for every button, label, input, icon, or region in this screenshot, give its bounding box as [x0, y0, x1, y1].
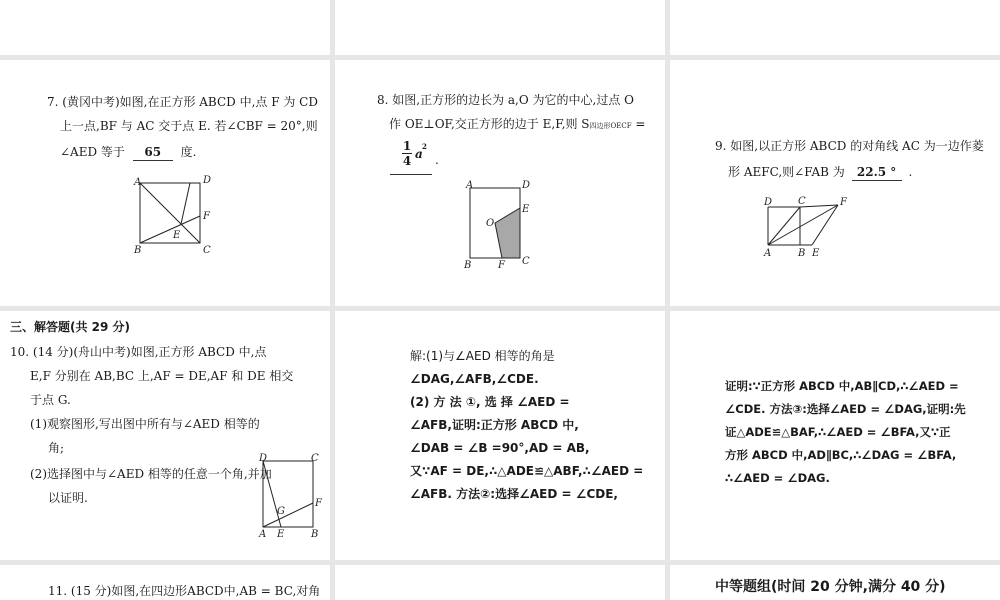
svg-text:E: E	[522, 204, 530, 215]
q9-figure	[760, 195, 860, 265]
panel-top-middle	[335, 0, 665, 55]
q7-line2: 上一点,BF 与 AC 交于点 E. 若∠CBF = 20°,则	[60, 119, 318, 133]
q7-figure	[130, 175, 210, 255]
q10-line2: E,F 分别在 AB,BC 上,AF = DE,AF 和 DE 相交	[30, 369, 294, 383]
svg-text:G: G	[277, 506, 285, 517]
q8-answer: 1 4 a 2	[390, 140, 432, 175]
q7-answer: 65	[133, 144, 173, 161]
svg-text:F: F	[315, 498, 322, 509]
svg-text:C: C	[798, 196, 806, 207]
panel-solution-10-part1	[335, 311, 665, 560]
group-heading: 中等题组(时间 20 分钟,满分 40 分)	[715, 579, 946, 595]
q8-figure	[460, 180, 540, 270]
q10-line5: 角;	[48, 441, 65, 455]
q8-line1: 8. 如图,正方形的边长为 a,O 为它的中心,过点 O	[377, 93, 634, 107]
svg-text:O: O	[486, 218, 495, 229]
panel-question-7	[0, 60, 330, 306]
q10-line3: 于点 G.	[30, 393, 71, 407]
svg-text:D: D	[764, 197, 773, 208]
q9-answer: 22.5 °	[852, 164, 902, 181]
q9-line1: 9. 如图,以正方形 ABCD 的对角线 AC 为一边作菱	[715, 139, 984, 153]
q10-line4: (1)观察图形,写出图中所有与∠AED 相等的	[30, 417, 260, 431]
svg-text:E: E	[173, 230, 181, 241]
q11-line1: 11. (15 分)如图,在四边形ABCD中,AB = BC,对角	[48, 584, 321, 598]
panel-solution-10-part2	[670, 311, 1000, 560]
q8-line2: 作 OE⊥OF,交正方形的边于 E,F,则 S四边形OECF =	[389, 117, 646, 131]
svg-text:F: F	[203, 211, 210, 222]
svg-text:A: A	[466, 180, 474, 191]
q8-period: .	[435, 153, 439, 167]
q10-line1: 10. (14 分)(舟山中考)如图,正方形 ABCD 中,点	[10, 345, 267, 359]
panel-bottom-middle	[335, 565, 665, 600]
svg-text:A: A	[764, 248, 772, 259]
q7-line1: 7. (黄冈中考)如图,在正方形 ABCD 中,点 F 为 CD	[47, 95, 318, 109]
panel-question-10	[0, 311, 330, 560]
svg-text:C: C	[522, 256, 530, 267]
panel-question-9	[670, 60, 1000, 306]
svg-text:B: B	[311, 529, 319, 540]
svg-text:B: B	[798, 248, 806, 259]
panel-top-right	[670, 0, 1000, 55]
svg-text:E: E	[277, 529, 285, 540]
svg-text:E: E	[812, 248, 820, 259]
q10-figure	[255, 451, 325, 541]
panel-top-left	[0, 0, 330, 55]
svg-text:F: F	[498, 260, 505, 271]
solution-text: 解:(1)与∠AED 相等的角是 ∠DAG,∠AFB,∠CDE. (2) 方 法 ①, 选 择 ∠AED = ∠AFB,证明:正方形 ABCD 中, ∠DAB = ∠B =90°,AD = AB, 又∵AF = DE,∴△ADE≌△ABF,∴∠AED = ∠AFB. 方法②:选择∠AED = ∠CDE,	[410, 349, 644, 501]
svg-text:B: B	[464, 260, 472, 271]
svg-text:A: A	[259, 529, 267, 540]
q10-line6: (2)选择图中与∠AED 相等的任意一个角,并加	[30, 467, 272, 481]
svg-text:D: D	[203, 175, 212, 186]
q10-line7: 以证明.	[48, 491, 88, 505]
panel-question-11	[0, 565, 330, 600]
q7-line3: ∠AED 等于 65 度.	[60, 145, 197, 159]
svg-text:A: A	[134, 177, 142, 188]
q9-line2: 形 AEFC,则∠FAB 为 22.5 ° .	[728, 165, 913, 179]
section-heading: 三、解答题(共 29 分)	[10, 320, 131, 334]
svg-text:D: D	[259, 453, 268, 464]
svg-text:B: B	[134, 245, 142, 256]
panel-bottom-right	[670, 565, 1000, 600]
svg-text:C: C	[203, 245, 211, 256]
svg-text:D: D	[522, 180, 531, 191]
svg-text:C: C	[311, 453, 319, 464]
solution-text-continued: 证明:∵正方形 ABCD 中,AB∥CD,∴∠AED = ∠CDE. 方法③:选择∠AED = ∠DAG,证明:先 证△ADE≌△BAF,∴∠AED = ∠BFA,又∵正 方形 ABCD 中,AD∥BC,∴∠DAG = ∠BFA, ∴∠AED = ∠DAG.	[725, 379, 966, 485]
panel-question-8	[335, 60, 665, 306]
svg-text:F: F	[840, 197, 847, 208]
